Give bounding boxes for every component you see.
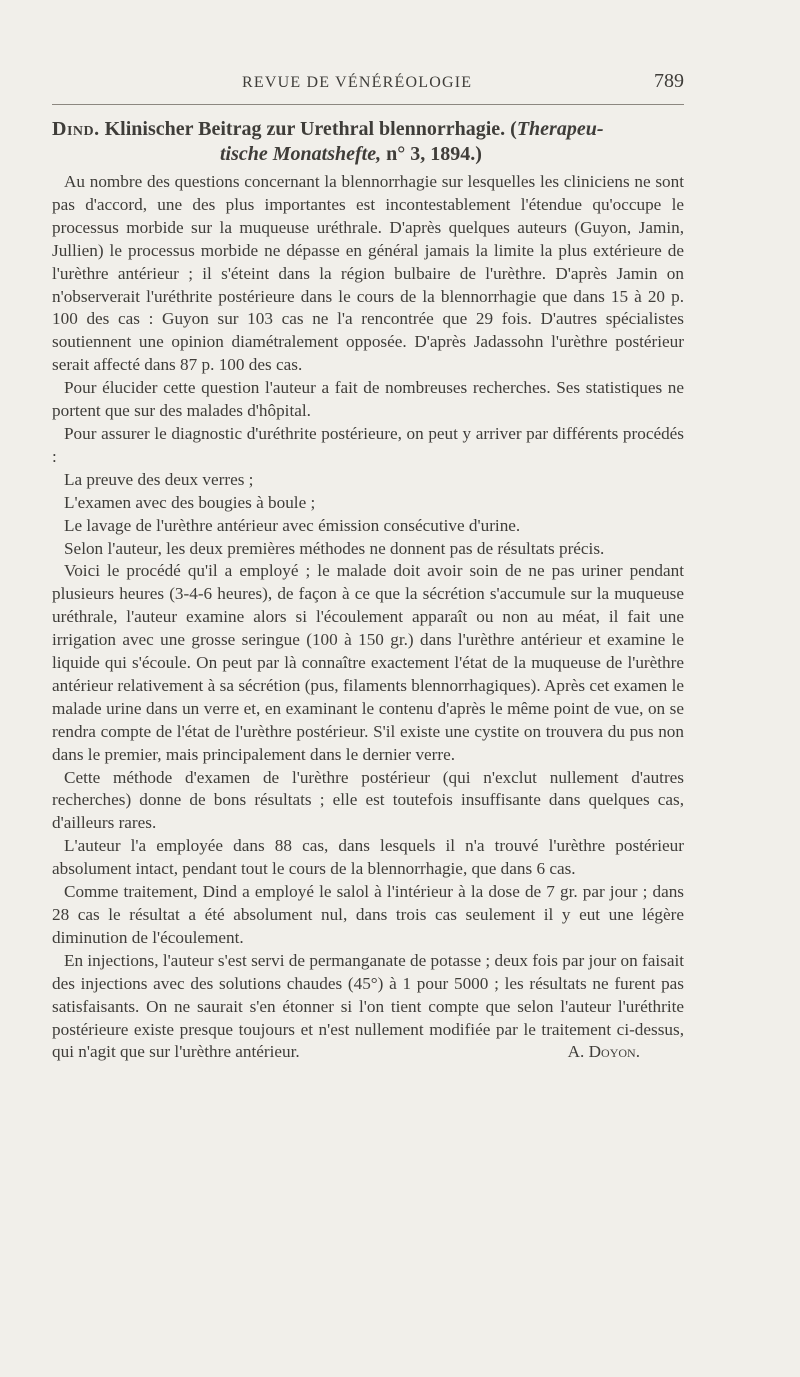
paragraph-12 — [52, 950, 684, 1065]
entry-title-italic-second: tische Monatshefte, — [220, 143, 382, 165]
paragraph-9: Cette méthode d'examen de l'urèthre postérieur (qui n'exclut nullement d'autres recherches) donne de bons résultats ; elle est toutefois insuffisante dans quelques cas, d'ailleurs rares. — [52, 767, 684, 833]
running-head — [52, 70, 684, 105]
paragraph-10: L'auteur l'a employée dans 88 cas, dans lesquels il n'a trouvé l'urèthre postérieur absolument intact, pendant tout le cours de la blennorrhagie, que dans 6 cas. — [52, 836, 684, 879]
page-number: 789 — [654, 70, 684, 92]
signature: A. Doyon. — [567, 1042, 640, 1062]
entry-title-roman: Klinischer Beitrag zur Urethral blennorrhagie. ( — [104, 118, 517, 140]
paragraph-1: Au nombre des questions concernant la blennorrhagie sur lesquelles les cliniciens ne sont pas d'accord, une des plus importantes est incontestablement l'étendue qu'occupe le processus morbide sur la muqueuse uréthrale. D'après quelques auteurs (Guyon, Jamin, Jullien) le processus morbide ne dépasse en général jamais la limite la plus extérieure de l'urèthre antérieur ; il s'éteint dans la région bulbaire de l'urèthre. D'après Jamin on n'observerait l'uréthrite postérieure dans le cours de la blennorrhagie que dans 15 à 20 p. 100 des cas : Guyon sur 103 cas ne l'a rencontrée que 29 fois. D'autres spécialistes soutiennent une opinion diamétralement opposée. D'après Jadassohn l'urèthre postérieur serait affecté dans 87 p. 100 des cas. — [52, 172, 684, 375]
paragraph-2: Pour élucider cette question l'auteur a fait de nombreuses recherches. Ses statistiques ne portent que sur des malades d'hôpital. — [52, 378, 684, 421]
journal-title: REVUE DE VÉNÉRÉOLOGIE — [242, 74, 473, 91]
review-entry — [52, 117, 684, 1064]
entry-author: Dind. — [52, 118, 100, 140]
entry-body — [52, 171, 684, 1064]
paragraph-11: Comme traitement, Dind a employé le salol à l'intérieur à la dose de 7 gr. par jour ; dans 28 cas le résultat a été absolument nul, dans trois cas seulement il y eut une légère diminution de l'écoulement. — [52, 882, 684, 947]
entry-title-italic-first: Therapeu- — [516, 118, 604, 140]
procedure-item-1: La preuve des deux verres ; — [64, 469, 254, 489]
paragraph-12-text: En injections, l'auteur s'est servi de permanganate de potasse ; deux fois par jour on faisait des injections avec des solutions chaudes (45°) à 1 pour 5000 ; les résultats ne furent pas satisfaisants. On ne saurait s'en étonner si l'on tient compte que selon l'auteur l'uréthrite postérieure existe presque toujours et n'est nullement modifiée par le traitement ci-dessus, qui n'agit que sur l'urèthre antérieur. — [52, 950, 684, 1062]
procedure-item-2: L'examen avec des bougies à boule ; — [64, 492, 316, 512]
entry-title-citation: n° 3, 1894.) — [381, 143, 482, 165]
entry-title — [52, 117, 684, 167]
paragraph-3: Pour assurer le diagnostic d'uréthrite postérieure, on peut y arriver par différents procédés : — [52, 423, 684, 466]
paragraph-7: Selon l'auteur, les deux premières méthodes ne donnent pas de résultats précis. — [64, 538, 605, 558]
journal-page — [52, 70, 684, 1064]
procedure-item-3: Le lavage de l'urèthre antérieur avec émission consécutive d'urine. — [64, 515, 521, 535]
entry-title-second-line — [52, 142, 684, 167]
paragraph-8: Voici le procédé qu'il a employé ; le malade doit avoir soin de ne pas uriner pendant plusieurs heures (3-4-6 heures), de façon à ce que la sécrétion s'accumule sur la muqueuse uréthrale, l'auteur examine alors si l'écoulement apparaît ou non au méat, il fait une irrigation avec une grosse seringue (100 à 150 gr.) dans l'urèthre antérieur et examine le liquide qui s'écoule. On peut par là connaître exactement l'état de la muqueuse de l'urèthre antérieur relativement à sa sécrétion (pus, filaments blennorrhagiques). Après cet examen le malade urine dans un verre et, en examinant le contenu d'après le même point de vue, on se rendra compte de l'état de l'urèthre postérieur. S'il existe une cystite on trouvera du pus non dans le premier, mais principalement dans le dernier verre. — [52, 561, 684, 764]
